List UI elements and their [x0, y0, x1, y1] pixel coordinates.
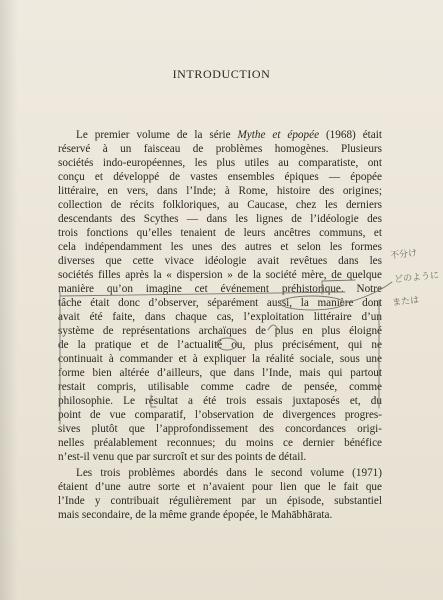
- text-line: forme bien altérée d’ailleurs, que dans l’Inde, mais qui partout: [58, 367, 382, 379]
- text-line: nelles préalablement reconnues; du moins ce dernier bénéfice: [58, 437, 382, 449]
- text-line: trois fonctions qu’elles tenaient de leurs ancêtres communs, et: [58, 227, 382, 239]
- pencil-arrow-mark: [346, 282, 392, 303]
- text-line: collection de récits folkloriques, au Caucase, chez les derniers: [58, 199, 382, 211]
- margin-note: または: [391, 295, 420, 309]
- text-line: littéraire, en vers, dans l’Inde; à Rome, histoire des origines;: [58, 185, 382, 197]
- text-line: continuait à commander et à expliquer la réalité sociale, sous une: [58, 353, 382, 365]
- pencil-caret-mark: [268, 325, 278, 330]
- text-line: étaient d’une autre sorte et n’avaient pour lien que le fait que: [58, 481, 382, 493]
- text-line: avait été faite, dans chaque cas, l’exploitation littéraire d’un: [58, 311, 382, 323]
- margin-note: どのように: [393, 270, 440, 286]
- pencil-underline-mark: [60, 292, 345, 296]
- text-line: de la pratique et de l’actualité ou, plus précisément, qui ne: [58, 339, 382, 351]
- text-line: sives plutôt que l’approfondissement des concordances origi-: [58, 423, 382, 435]
- text-line: descendants des Scythes — dans les lignes de l’idéologie des: [58, 213, 382, 225]
- pencil-bracket-mark: [151, 395, 156, 407]
- text-line: cela indépendamment les unes des autres et selon les formes: [58, 241, 382, 253]
- text-line: tâche était donc d’observer, séparément aussi, la manière dont: [58, 297, 382, 309]
- text-line: manière qu’on imagine cet événement préhistorique. Notre: [58, 283, 382, 295]
- margin-note: 不分け: [389, 248, 418, 262]
- pencil-circle-mark: [217, 338, 237, 350]
- text-line: système de représentations archaïques de plus en plus éloigné: [58, 325, 382, 337]
- text-line: sociétés indo-européennes, les plus utiles au comparatiste, ont: [58, 157, 382, 169]
- text-line: sociétés filles après la « dispersion » de la société mère, de quelque: [58, 269, 382, 281]
- page-heading: INTRODUCTION: [172, 67, 271, 81]
- text-line: philosophie. Le résultat a été trois essais juxtaposés et, du: [58, 395, 382, 407]
- text-line: conçu et développé de vastes ensembles épiques — épopée: [58, 171, 382, 183]
- pencil-circle-mark: [280, 296, 344, 310]
- text-line: Les trois problèmes abordés dans le second volume (1971): [76, 467, 382, 479]
- text-line: Le premier volume de la série Mythe et épopée (1968) était: [76, 129, 382, 141]
- text-line: diverses que cette vivace idéologie avait revêtues dans les: [58, 255, 382, 267]
- text-line: n’est-il venu que par surcroît et sur des points de détail.: [58, 451, 307, 463]
- text-line: l’Inde y contribuait régulièrement par un épisode, substantiel: [58, 495, 382, 507]
- text-line: réservé à un faisceau de problèmes homogènes. Plusieurs: [58, 143, 382, 155]
- text-line: mais secondaire, de la même grande épopée, le Mahābhārata.: [58, 509, 333, 521]
- text-line: restait compris, utilisable comme cadre de pensée, comme: [58, 381, 382, 393]
- text-line: point de vue comparatif, l’observation de divergences progres-: [58, 409, 382, 421]
- series-title: Mythe et épopée: [237, 129, 320, 141]
